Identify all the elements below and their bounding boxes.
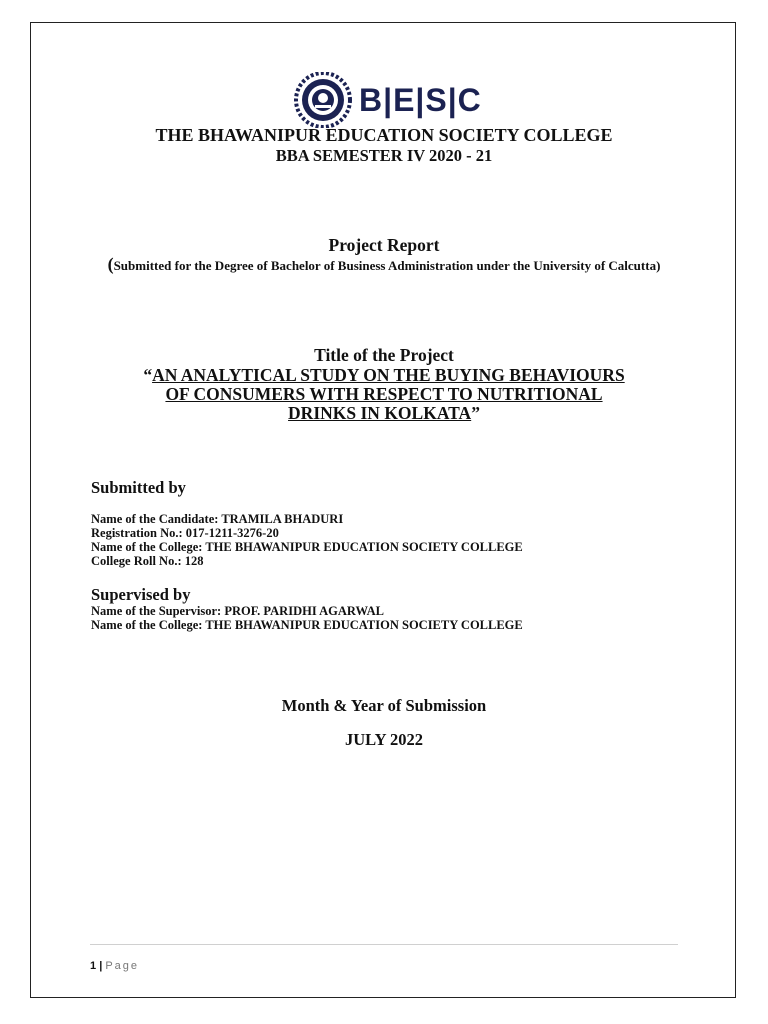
report-note-text: Submitted for the Degree of Bachelor of Business Administration under the University of Calcutta) xyxy=(113,258,661,273)
logo-text: B|E|S|C xyxy=(359,82,482,118)
supervisor-name: Name of the Supervisor: PROF. PARIDHI AGARWAL xyxy=(91,604,384,618)
supervised-by-heading: Supervised by xyxy=(91,585,191,604)
submission-date: JULY 2022 xyxy=(344,730,424,749)
college-name: THE BHAWANIPUR EDUCATION SOCIETY COLLEGE xyxy=(155,125,613,145)
project-title-line-3: DRINKS IN KOLKATA xyxy=(288,403,472,423)
project-heading: Title of the Project xyxy=(314,345,454,365)
report-heading: Project Report xyxy=(328,235,440,255)
report-note xyxy=(0,256,768,274)
page-label: Page xyxy=(105,960,140,972)
page-separator: | xyxy=(99,960,103,972)
page-border xyxy=(30,22,736,998)
page-number: 1 xyxy=(90,960,97,972)
project-title xyxy=(0,366,768,423)
submission-heading: Month & Year of Submission xyxy=(281,696,487,715)
project-title-close-quote: ” xyxy=(471,403,480,423)
supervisor-college: Name of the College: THE BHAWANIPUR EDUCATION SOCIETY COLLEGE xyxy=(91,618,523,632)
college-roll-number: College Roll No.: 128 xyxy=(91,554,204,568)
page-footer xyxy=(90,958,139,974)
project-title-line-1: AN ANALYTICAL STUDY ON THE BUYING BEHAVIOURS xyxy=(152,365,625,385)
candidate-college: Name of the College: THE BHAWANIPUR EDUCATION SOCIETY COLLEGE xyxy=(91,540,523,554)
semester-line: BBA SEMESTER IV 2020 - 21 xyxy=(275,146,493,165)
submitted-by-heading: Submitted by xyxy=(91,478,186,497)
candidate-name: Name of the Candidate: TRAMILA BHADURI xyxy=(91,512,344,526)
project-title-open-quote: “ xyxy=(143,365,153,385)
report-note-paren: ( xyxy=(107,254,114,274)
college-logo xyxy=(293,72,482,128)
footer-divider xyxy=(90,944,678,945)
college-seal-icon xyxy=(293,72,353,128)
project-title-line-2: OF CONSUMERS WITH RESPECT TO NUTRITIONAL xyxy=(165,384,603,404)
registration-number: Registration No.: 017-1211-3276-20 xyxy=(91,526,279,540)
